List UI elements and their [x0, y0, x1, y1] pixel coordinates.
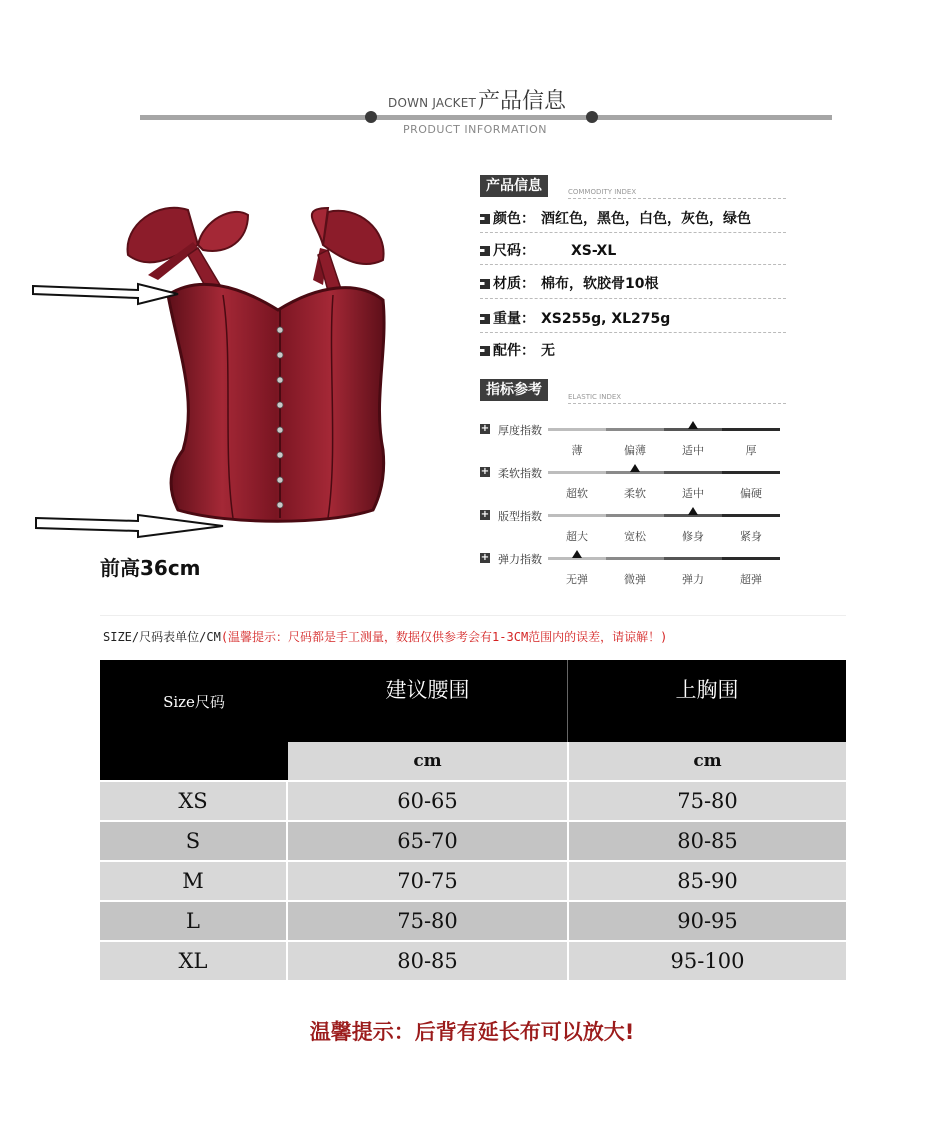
size-note-prefix: SIZE/尺码表单位/CM [103, 630, 221, 644]
info-row-weight: 重量： XS255g, XL275g [480, 308, 670, 330]
size-cell: S [100, 822, 286, 860]
unit-waist: cm [288, 742, 567, 780]
info-row-material: 材质： 棉布，软胶骨10根 [480, 273, 658, 295]
index-scale-segment [722, 428, 780, 431]
index-marker-icon [688, 507, 698, 515]
waist-cell: 75-80 [288, 902, 567, 940]
index-scale-label: 修身 [682, 530, 704, 543]
index-scale-segment [606, 557, 664, 560]
product-info-subtitle: COMMODITY INDEX [568, 188, 637, 196]
index-scale-label: 微弹 [624, 573, 646, 586]
header-subtitle: PRODUCT INFORMATION [403, 123, 547, 136]
index-scale-label: 偏硬 [740, 487, 762, 500]
header-waist: 建议腰围 [288, 660, 567, 742]
index-scale-segment [606, 514, 664, 517]
waist-cell: 70-75 [288, 862, 567, 900]
index-scale-label: 紧身 [740, 530, 762, 543]
index-scale-segment [722, 471, 780, 474]
index-scale-segment [722, 557, 780, 560]
index-scale-segment [548, 428, 606, 431]
info-row-accessories: 配件： 无 [480, 340, 555, 362]
unit-bust: cm [569, 742, 846, 780]
header-dot-right [586, 111, 598, 123]
index-scale-bar [548, 557, 780, 586]
index-scale-label: 弹力 [682, 573, 704, 586]
index-scale-row [480, 553, 780, 593]
divider [480, 298, 786, 299]
info-row-color: 颜色： 酒红色，黑色，白色，灰色，绿色 [480, 208, 751, 230]
header-size: Size尺码 [100, 660, 288, 742]
product-info-title: 产品信息 [480, 175, 548, 197]
divider [480, 264, 786, 265]
divider [568, 198, 786, 199]
index-scale-segment [722, 514, 780, 517]
header-title-cn: 产品信息 [478, 89, 567, 114]
size-cell: XS [100, 782, 286, 820]
index-scale-segment [548, 514, 606, 517]
index-scale-label: 超弹 [740, 573, 762, 586]
size-cell: L [100, 902, 286, 940]
index-scale-row [480, 424, 780, 464]
index-scale-label: 超大 [566, 530, 588, 543]
divider [567, 660, 568, 742]
bust-cell: 80-85 [569, 822, 846, 860]
index-scale-name: 厚度指数 [498, 424, 542, 437]
waist-cell: 80-85 [288, 942, 567, 980]
bullet-icon [480, 214, 490, 224]
size-table-note [103, 628, 667, 645]
info-row-size: 尺码： XS-XL [480, 240, 616, 262]
index-scale-name: 柔软指数 [498, 467, 542, 480]
index-scale-label: 厚 [745, 444, 757, 457]
index-scale-label: 柔软 [624, 487, 646, 500]
header-divider [140, 115, 832, 120]
index-scale-name: 版型指数 [498, 510, 542, 523]
bust-cell: 95-100 [569, 942, 846, 980]
index-scale-label: 薄 [571, 444, 583, 457]
divider [100, 615, 846, 616]
bust-cell: 75-80 [569, 782, 846, 820]
corset-product-image [28, 200, 458, 540]
index-scale-row [480, 510, 780, 550]
index-scale-label: 适中 [682, 487, 704, 500]
index-scale-segment [606, 428, 664, 431]
index-scale-bar [548, 471, 780, 500]
index-scale-name: 弹力指数 [498, 553, 542, 566]
waist-cell: 65-70 [288, 822, 567, 860]
index-scale-label: 超软 [566, 487, 588, 500]
index-scale-label: 宽松 [624, 530, 646, 543]
index-marker-icon [688, 421, 698, 429]
index-scale-label: 偏薄 [624, 444, 646, 457]
size-note-warning: (温馨提示：尺码都是手工测量，数据仅供参考会有1-3CM范围内的误差，请谅解！) [220, 630, 668, 644]
divider [480, 332, 786, 333]
plus-icon: + [480, 466, 490, 477]
index-scale-segment [664, 557, 722, 560]
header-bust: 上胸围 [568, 660, 846, 742]
index-scale-label: 无弹 [566, 573, 588, 586]
bullet-icon [480, 279, 490, 289]
unit-row-blank [100, 742, 288, 780]
waist-cell: 60-65 [288, 782, 567, 820]
index-scale-segment [548, 471, 606, 474]
index-marker-icon [572, 550, 582, 558]
tip-text: 温馨提示：后背有延长布可以放大! [309, 1020, 635, 1044]
plus-icon: + [480, 509, 490, 520]
index-scale-bar [548, 428, 780, 457]
plus-icon: + [480, 423, 490, 434]
divider [480, 232, 786, 233]
index-scale-segment [664, 471, 722, 474]
bullet-icon [480, 246, 490, 256]
index-ref-subtitle: ELASTIC INDEX [568, 393, 622, 401]
bust-cell: 90-95 [569, 902, 846, 940]
index-marker-icon [630, 464, 640, 472]
size-cell: XL [100, 942, 286, 980]
header-dot-left [365, 111, 377, 123]
bullet-icon [480, 346, 490, 356]
header-title-en: DOWN JACKET [388, 96, 477, 110]
index-scale-row [480, 467, 780, 507]
size-cell: M [100, 862, 286, 900]
index-scale-label: 适中 [682, 444, 704, 457]
plus-icon: + [480, 552, 490, 563]
index-scale-bar [548, 514, 780, 543]
divider [568, 403, 786, 404]
bullet-icon [480, 314, 490, 324]
bust-cell: 85-90 [569, 862, 846, 900]
index-ref-title: 指标参考 [480, 379, 548, 401]
front-height-label: 前高36cm [100, 556, 201, 580]
